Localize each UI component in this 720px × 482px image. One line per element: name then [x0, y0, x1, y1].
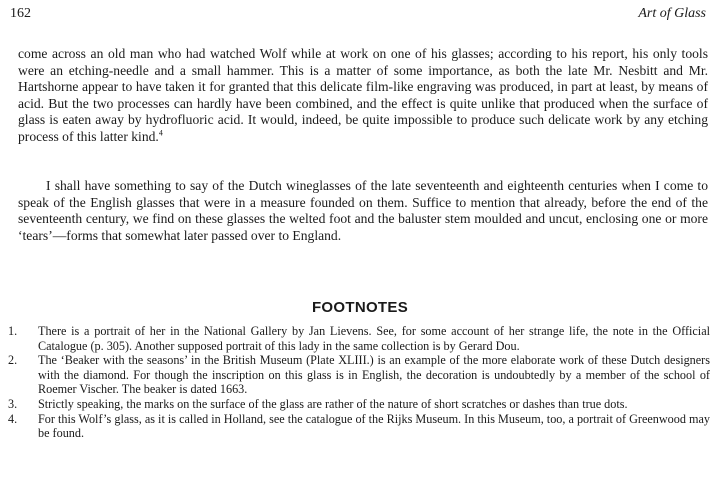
footnote-reference: 4: [158, 128, 163, 138]
footnote-text: The ‘Beaker with the seasons’ in the British Museum (Plate XLIII.) is an example of the more elaborate work of these Dutch designers with the diamond. For though the inscription on this glass is in English, the decoration is undoubtedly by a member of the school of Roemer Vischer. The beaker is dated 1663.: [38, 353, 710, 397]
footnote-text: There is a portrait of her in the National Gallery by Jan Lievens. See, for some account of her strange life, the note in the Official Catalogue (p. 305). Another supposed portrait of this lady in the same collection is by Gerard Dou.: [38, 324, 710, 353]
page-header: [10, 6, 706, 26]
footnote-number: 3.: [8, 396, 18, 411]
footnote-number: 4.: [8, 411, 18, 426]
footnote-text: For this Wolf’s glass, as it is called in Holland, see the catalogue of the Rijks Museum. In this Museum, too, a portrait of Greenwood may be found.: [38, 411, 710, 441]
running-title: Art of Glass: [638, 6, 706, 21]
footnote-number: 1.: [8, 324, 18, 338]
body-paragraph-2: I shall have something to say of the Dutch wineglasses of the late seventeenth and eighteenth centuries when I come to speak of the English glasses that were in a measure founded on them. Suffice to mention that already, before the end of the seventeenth century, we find on these glasses the welted foot and the baluster stem moulded and uncut, enclosing one or more ‘tears’—forms that somewhat later passed over to England.: [18, 178, 708, 243]
footnotes-heading: FOOTNOTES: [311, 299, 409, 316]
footnote-item: [8, 412, 710, 441]
footnote-item: [8, 353, 710, 397]
page-number: 162: [10, 6, 31, 21]
footnote-text: Strictly speaking, the marks on the surface of the glass are rather of the nature of short scratches or dashes than true dots.: [38, 396, 628, 411]
paragraph-1-text: come across an old man who had watched Wolf while at work on one of his glasses; according to his report, his only tools were an etching-needle and a small hammer. This is a matter of some importance, as both the late Mr. Nesbitt and Mr. Hartshorne appear to have taken it for granted that this delicate film-like engraving was produced, in part at least, by means of acid. But the two processes can hardly have been combined, and the effect is quite unlike that produced when the surface of glass is eaten away by hydrofluoric acid. It would, indeed, be quite impossible to produce such delicate work by any etching process of this latter kind.: [18, 46, 708, 144]
footnotes-list: [8, 324, 710, 441]
body-paragraph-1: [18, 46, 708, 146]
footnote-item: [8, 324, 710, 353]
footnote-item: [8, 397, 710, 412]
footnote-number: 2.: [8, 353, 18, 368]
